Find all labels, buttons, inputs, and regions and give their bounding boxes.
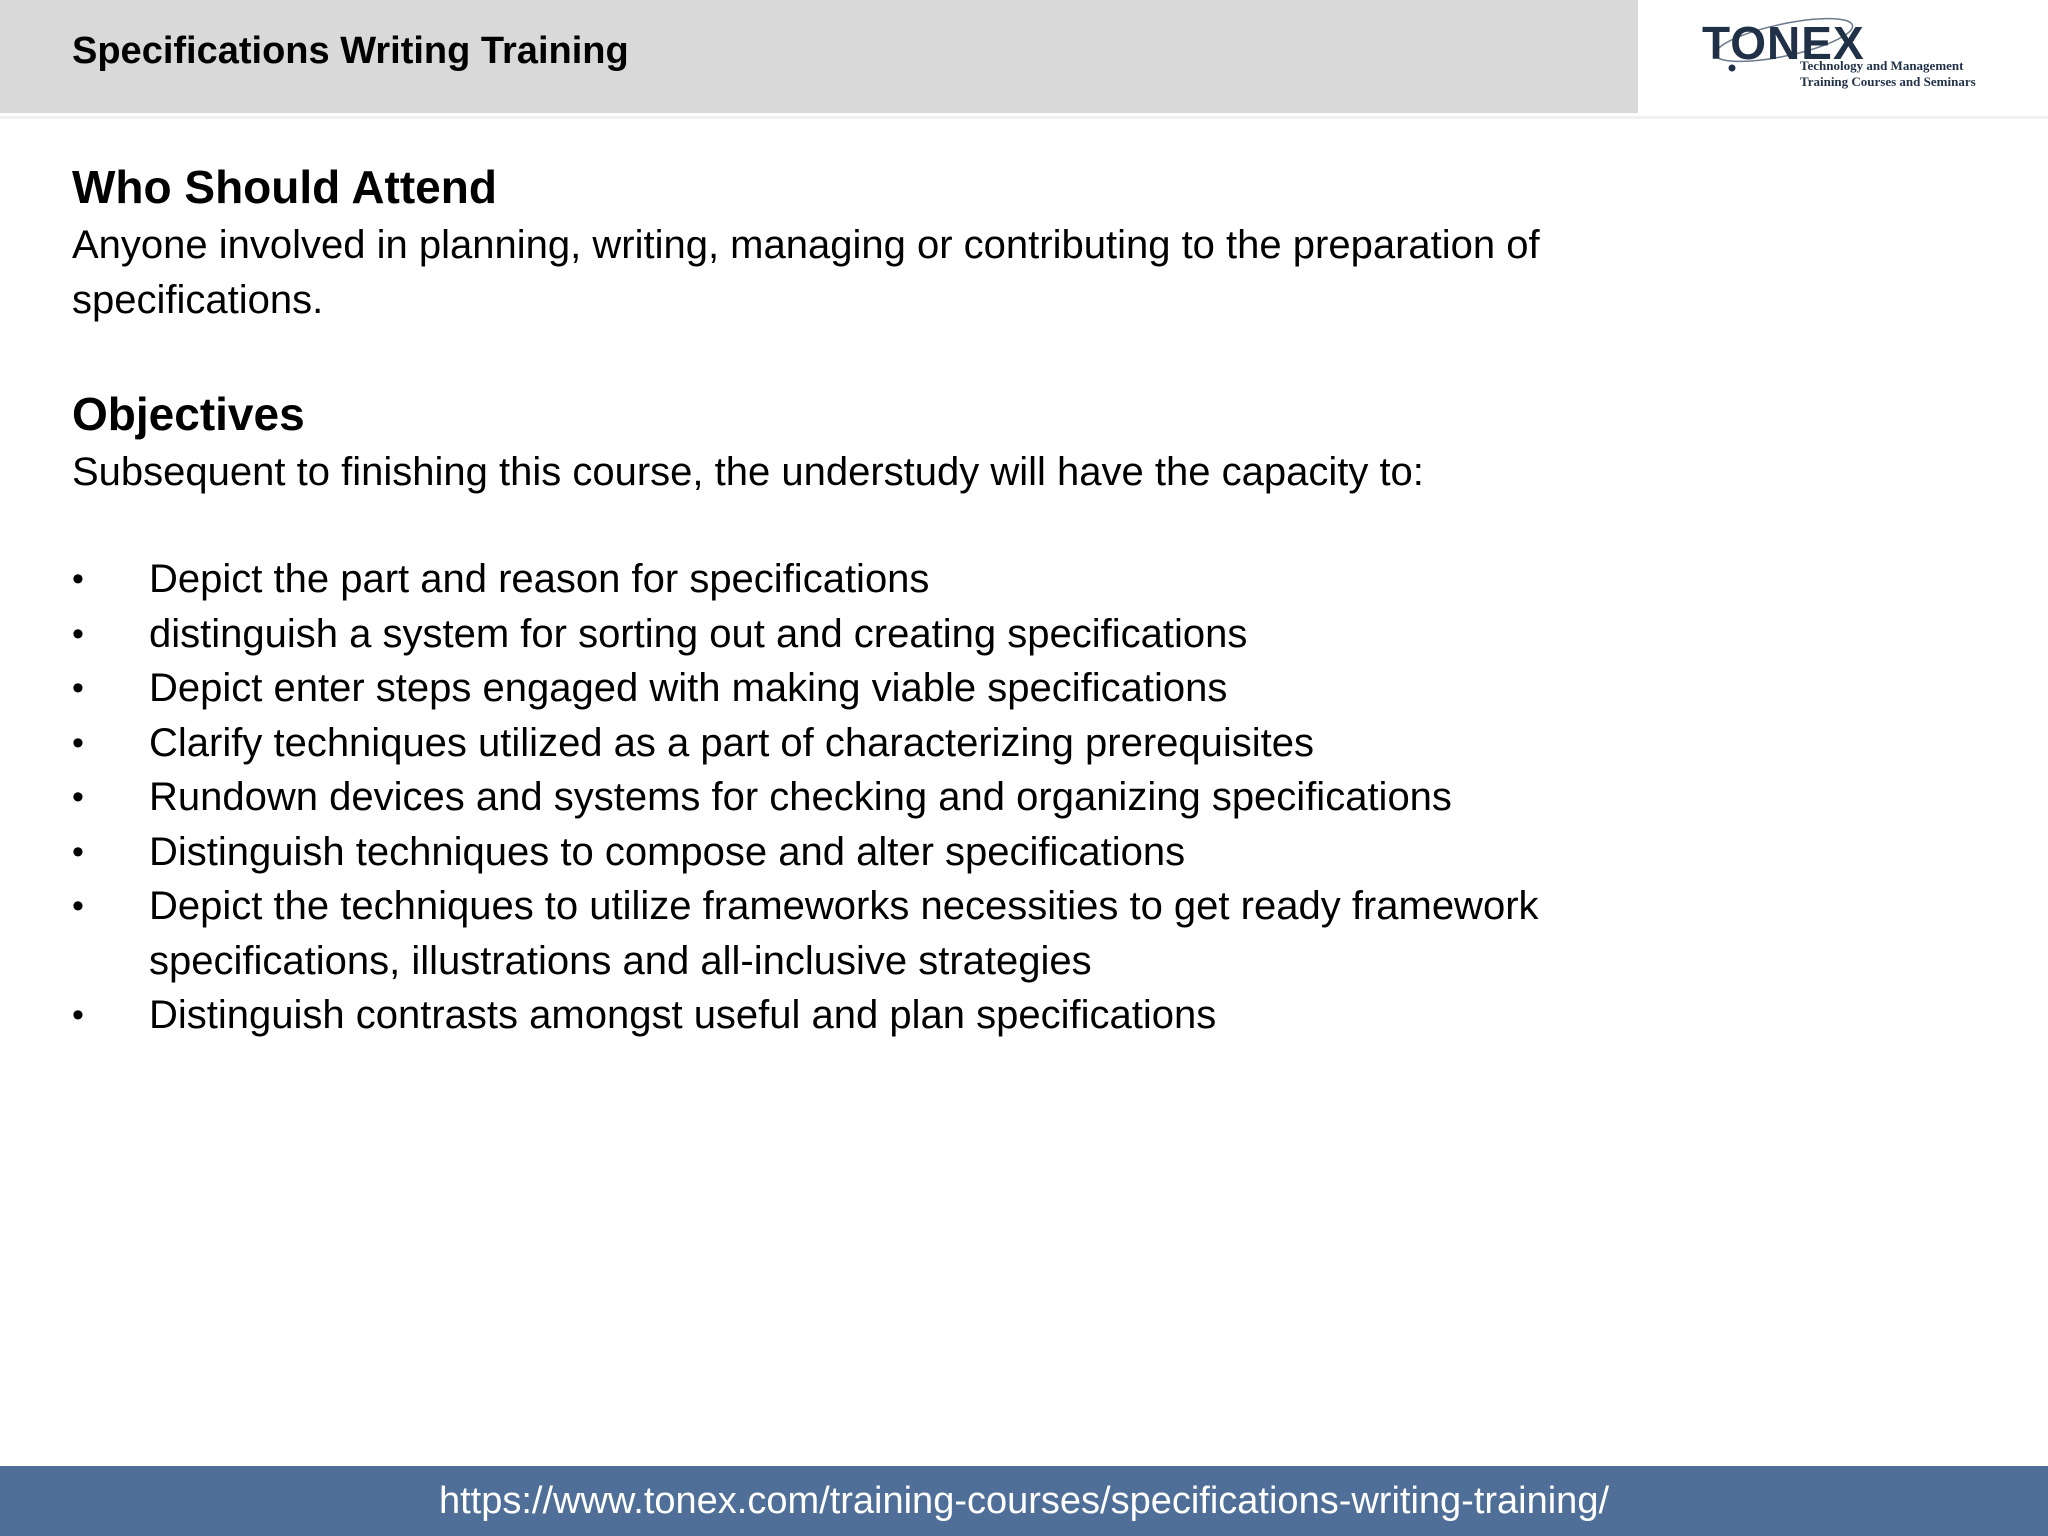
objectives-intro: Subsequent to finishing this course, the understudy will have the capacity to: [72,450,1424,494]
tonex-logo [1700,6,2000,106]
list-item [72,552,1692,607]
who-should-attend-text-line1: Anyone involved in planning, writing, managing or contributing to the preparation of [72,223,1540,267]
footer-url-link[interactable]: https://www.tonex.com/training-courses/specifications-writing-training/ [438,1480,1610,1522]
list-item [72,607,1692,662]
bullet-icon: • [72,778,84,816]
list-item-text-line1: Depict the techniques to utilize frameworks necessities to get ready framework [149,884,1539,928]
list-item-text-line2: specifications, illustrations and all-inclusive strategies [149,938,1092,983]
footer-bar [0,1466,2048,1536]
page-title: Specifications Writing Training [72,30,629,72]
bullet-icon: • [72,832,84,871]
objectives-heading: Objectives [72,388,305,440]
bullet-icon: • [72,669,84,707]
main-content [72,156,1692,1043]
list-item [72,716,1692,771]
bullet-icon: • [72,723,84,762]
list-item-text: Depict enter steps engaged with making viable specifications [149,666,1228,710]
logo-tagline-line1: Technology and Management [1800,58,1964,73]
list-item-text: distinguish a system for sorting out and creating specifications [149,611,1248,656]
list-item-text: Distinguish techniques to compose and alter specifications [149,829,1186,874]
who-should-attend-heading: Who Should Attend [72,161,497,213]
list-item [72,770,1692,825]
list-item-text: Clarify techniques utilized as a part of characterizing prerequisites [149,720,1315,765]
who-should-attend-text-line2: specifications. [72,278,324,322]
list-item [72,988,1692,1043]
list-item-text: Distinguish contrasts amongst useful and plan specifications [149,993,1217,1037]
logo-tagline [1800,58,1976,90]
bullet-icon: • [72,560,84,598]
section-spacer [72,328,1692,383]
logo-wordmark: TONEX [1702,17,1865,69]
bullet-icon: • [72,996,84,1034]
header-divider [0,116,2048,119]
list-item [72,661,1692,716]
bullet-icon: • [72,887,84,925]
list-item [72,825,1692,880]
logo-tagline-line2: Training Courses and Seminars [1800,74,1976,89]
list-spacer [72,500,1692,552]
list-item-text: Depict the part and reason for specifications [149,557,930,601]
list-item [72,879,1692,988]
bullet-icon: • [72,614,84,653]
list-item-text: Rundown devices and systems for checking and organizing specifications [149,775,1452,819]
objectives-list [72,552,1692,1043]
header-bar [0,0,1638,113]
